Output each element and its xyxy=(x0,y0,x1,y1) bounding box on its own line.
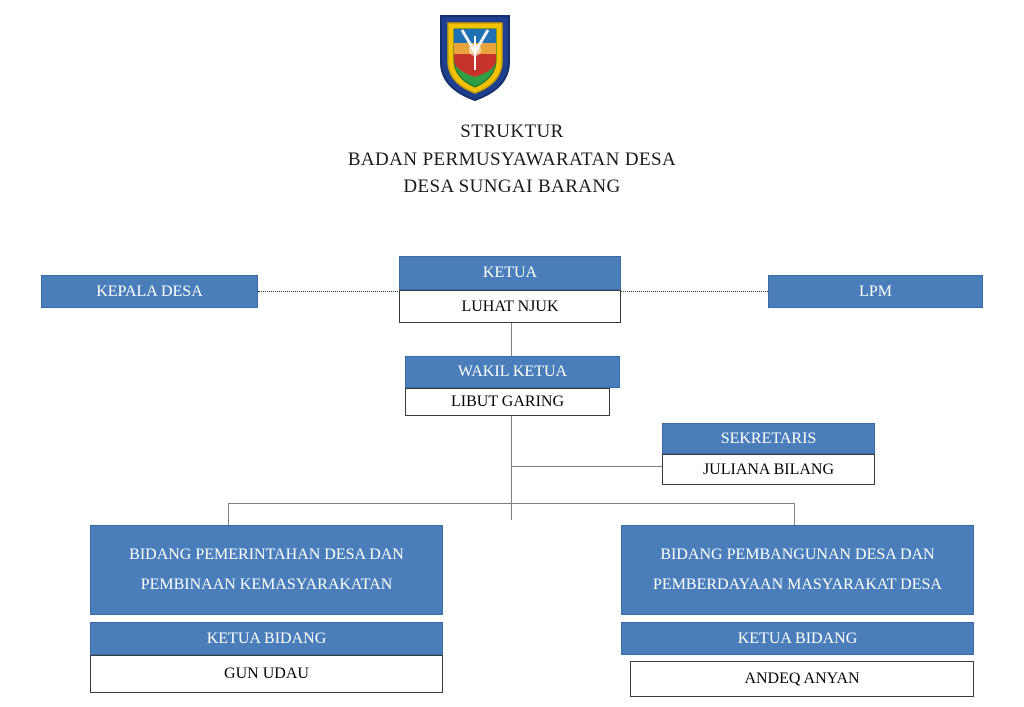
node-bidang-kiri-title-line1: BIDANG PEMERINTAHAN DESA DAN xyxy=(129,545,404,563)
node-sekretaris-name-label: JULIANA BILANG xyxy=(702,460,835,478)
node-sekretaris-name[interactable] xyxy=(662,454,875,485)
node-ketua-name[interactable] xyxy=(399,290,621,323)
node-bidang-kanan-name-label: ANDEQ ANYAN xyxy=(744,670,860,687)
node-ketua-name-label: LUHAT NJUK xyxy=(461,297,559,315)
connector-branch-right xyxy=(794,503,795,525)
node-wakil-ketua-header[interactable] xyxy=(405,356,620,388)
node-bidang-kanan-role[interactable] xyxy=(621,622,974,655)
connector-ketua-lpm xyxy=(620,291,768,292)
node-ketua-role: KETUA xyxy=(482,264,538,281)
node-lpm-label: LPM xyxy=(859,282,892,300)
title-line-3: DESA SUNGAI BARANG xyxy=(403,176,621,198)
node-bidang-kanan-name[interactable] xyxy=(630,661,974,697)
connector-kepala-ketua xyxy=(258,291,400,292)
node-bidang-kiri-name-label: GUN UDAU xyxy=(224,665,309,682)
connector-branch-left xyxy=(228,503,229,525)
node-bidang-kanan-title-line2: PEMBERDAYAAN MASYARAKAT DESA xyxy=(653,576,942,593)
node-bidang-kanan-role-label: KETUA BIDANG xyxy=(737,629,858,647)
node-bidang-kiri-title-line2: PEMBINAAN KEMASYARAKATAN xyxy=(140,576,393,593)
node-bidang-kanan-title[interactable] xyxy=(621,525,974,615)
node-sekretaris-header[interactable] xyxy=(662,423,875,454)
node-bidang-kiri-name[interactable] xyxy=(90,655,443,693)
page-title xyxy=(0,118,1024,201)
connector-branch-bus xyxy=(228,503,794,504)
node-lpm[interactable] xyxy=(768,275,983,308)
connector-ketua-wakil xyxy=(511,323,512,356)
connector-trunk-sekretaris xyxy=(511,466,662,467)
node-wakil-ketua-name-label: LIBUT GARING xyxy=(450,393,565,410)
node-bidang-kiri-role[interactable] xyxy=(90,622,443,655)
node-bidang-kanan-title-line1: BIDANG PEMBANGUNAN DESA DAN xyxy=(660,545,935,563)
village-emblem-logo xyxy=(435,10,515,102)
connector-wakil-trunk xyxy=(511,416,512,520)
node-wakil-ketua-role: WAKIL KETUA xyxy=(457,363,568,380)
node-wakil-ketua-name[interactable] xyxy=(405,388,610,416)
title-line-1: STRUKTUR xyxy=(460,121,564,142)
node-kepala-desa[interactable] xyxy=(41,275,258,308)
node-kepala-desa-label: KEPALA DESA xyxy=(96,282,203,300)
node-ketua-header[interactable] xyxy=(399,256,621,290)
node-bidang-kiri-title[interactable] xyxy=(90,525,443,615)
node-bidang-kiri-role-label: KETUA BIDANG xyxy=(206,629,327,647)
node-sekretaris-role: SEKRETARIS xyxy=(720,429,817,447)
title-line-2: BADAN PERMUSYAWARATAN DESA xyxy=(347,148,677,170)
